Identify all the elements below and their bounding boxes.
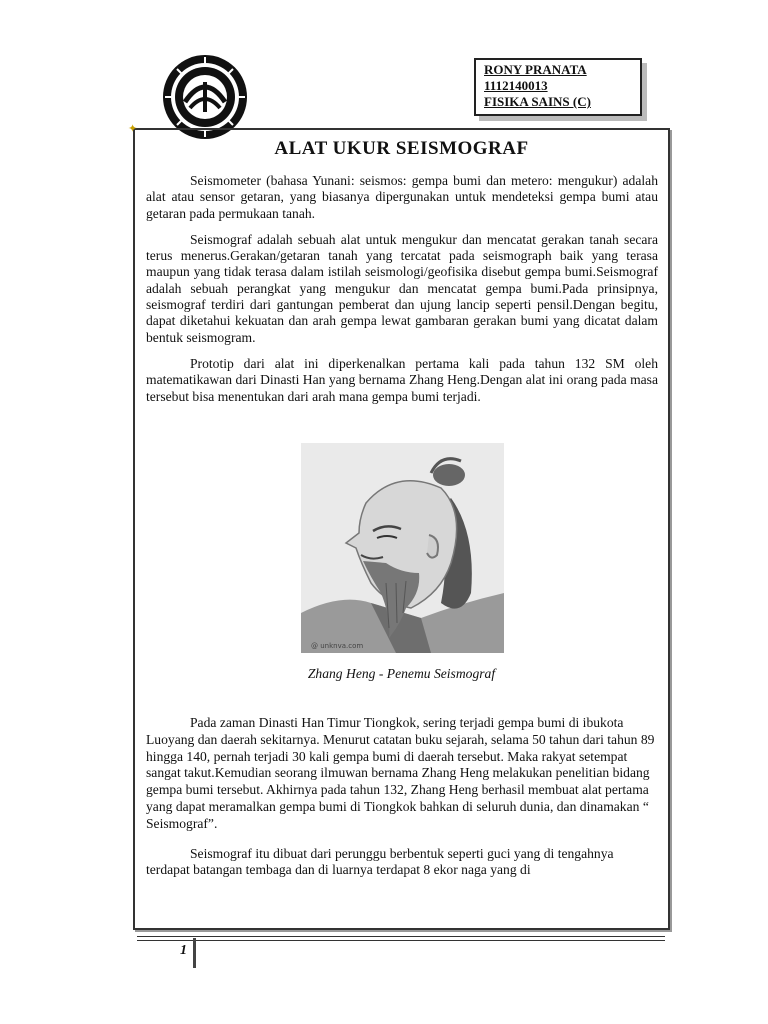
study-program: FISIKA SAINS (C) xyxy=(484,94,591,109)
paragraph-3: Prototip dari alat ini diperkenalkan pertama kali pada tahun 132 SM oleh matematikawan dari Dinasti Han yang bernama Zhang Heng.Dengan alat ini orang pada masa tersebut bisa menentukan dari arah mana gempa bumi terjadi. xyxy=(146,355,658,404)
paragraph-5: Seismograf itu dibuat dari perunggu berbentuk seperti guci yang di tengahnya terdapat batangan tembaga dan di luarnya terdapat 8 ekor naga yang di xyxy=(146,845,614,878)
page-number: 1 xyxy=(180,943,187,958)
history-body xyxy=(146,715,658,892)
intro-body xyxy=(146,173,658,415)
frame-corner-ornament-icon: ✦ xyxy=(128,123,138,135)
footer-rule xyxy=(137,936,665,941)
page-title: ALAT UKUR SEISMOGRAF xyxy=(274,138,529,159)
paragraph-4: Pada zaman Dinasti Han Timur Tiongkok, sering terjadi gempa bumi di ibukota Luoyang dan daerah sekitarnya. Menurut catatan buku sejarah, selama 50 tahun dari tahun 89 hingga 140, pernah terjadi 30 kali gempa bumi di daerah tersebut. Maka rakyat setempat sangat takut.Kemudian seorang ilmuwan bernama Zhang Heng melakukan penelitian bidang gempa bumi tersebut. Akhirnya pada tahun 132, Zhang Heng berhasil membuat alat pertama yang dapat meramalkan gempa bumi di Tiongkok bahkan di seluruh dunia, dan dinamakan “ Seismograf”. xyxy=(146,715,655,831)
student-name: RONY PRANATA xyxy=(484,62,587,77)
zhang-heng-portrait xyxy=(301,443,504,653)
image-caption: Zhang Heng - Penemu Seismograf xyxy=(307,666,496,681)
paragraph-1: Seismometer (bahasa Yunani: seismos: gempa bumi dan metero: mengukur) adalah alat atau sensor getaran, yang biasanya dipergunakan untuk mendeteksi gempa bumi atau getaran pada permukaan tanah. xyxy=(146,173,658,221)
image-watermark: @ unknva.com xyxy=(311,642,364,650)
student-id-box xyxy=(474,58,642,116)
student-number: 1112140013 xyxy=(484,78,548,93)
footer-divider xyxy=(193,938,196,968)
paragraph-2: Seismograf adalah sebuah alat untuk mengukur dan mencatat gerakan tanah secara terus menerus.Gerakan/getaran tanah yang tercatat pada seismograph baik yang terasa maupun yang tidak terasa dalam istilah seismologi/geofisika disebut gempa bumi.Seismograf adalah sebuah perangkat yang mengukur dan mencatat gempa bumi.Pada prinsipnya, seismograf terdiri dari gantungan pemberat dan ujung lancip seperti pensil.Dengan begitu, dapat diketahui kekuatan dan arah gempa lewat gambaran gerakan bumi yang dicatat dalam bentuk seismogram. xyxy=(146,231,658,345)
